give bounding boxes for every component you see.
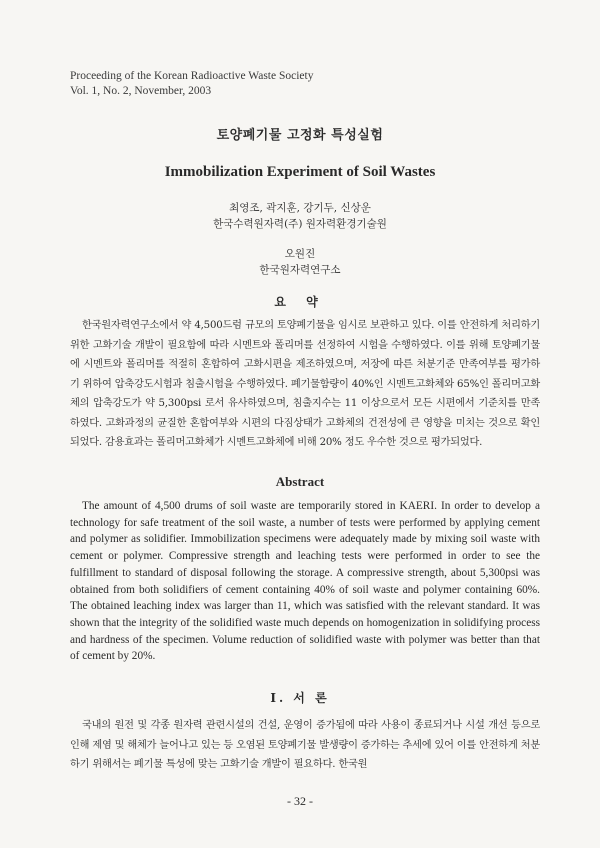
author-block-1 [0, 200, 600, 232]
journal-volume: Vol. 1, No. 2, November, 2003 [70, 85, 212, 97]
introduction-heading: Ⅰ. 서 론 [270, 691, 330, 705]
introduction-text: 국내의 원전 및 각종 원자력 관련시설의 건설, 운영이 증가됨에 따라 사용이 종료되거나 시설 개선 등으로 인해 제염 및 해체가 늘어나고 있는 등 오염된 토양폐기물 발생량이 증가하는 추세에 있어 이를 안전하게 처분하기 위해서는 폐기물 특성에 맞는 고화기술 개발이 필요하다. 한국원 [70, 720, 540, 770]
author-names-2: 오원진 [284, 248, 316, 260]
page-number: - 32 - [287, 794, 313, 808]
journal-header [70, 69, 313, 99]
english-abstract-heading: Abstract [275, 474, 325, 489]
title-english: Immobilization Experiment of Soil Wastes [164, 164, 436, 180]
title-korean: 토양폐기물 고정화 특성실험 [216, 128, 384, 143]
journal-name: Proceeding of the Korean Radioactive Waste Society [70, 70, 314, 82]
korean-abstract-heading: 요 약 [274, 295, 326, 309]
english-abstract-text: The amount of 4,500 drums of soil waste are temporarily stored in KAERI. In order to develop a technology for safe treatment of the soil waste, a number of tests were performed by applying cement and polymer as solidifier. Immobilization specimens were adequately made by mixing soil waste with cement or polymer. Compressive strength and leaching tests were performed in order to see the fulfillment to standard of disposal following the storage. A compressive strength, about 5,300psi was obtained from both solidifiers of cement containing 40% of soil waste and polymer containing 60%. The obtained leaching index was larger than 11, which was satisfied with the relevant standard. It was shown that the integrity of the solidified waste much depends on homogenization in solidifying process and hardness of the specimen. Volume reduction of solidified waste with polymer was better than that of cement by 20%. [70, 500, 540, 663]
author-names-1: 최영조, 곽지훈, 강기두, 신상운 [229, 202, 371, 214]
author-affiliation-1: 한국수력원자력(주) 원자력환경기술원 [213, 218, 387, 230]
author-block-2 [0, 246, 600, 278]
korean-abstract-text: 한국원자력연구소에서 약 4,500드럼 규모의 토양폐기물을 임시로 보관하고 있다. 이를 안전하게 처리하기 위한 고화기술 개발이 필요함에 따라 시멘트와 폴리머를 선정하여 시험을 수행하였다. 이를 위해 토양폐기물에 시멘트와 폴리머를 적절히 혼합하여 고화시편을 제조하였으며, 저장에 따른 처분기준 만족여부를 평가하기 위하여 압축강도시험과 침출시험을 수행하였다. 폐기물함량이 40%인 시멘트고화체와 65%인 폴리머고화체의 압축강도가 약 5,300psi 로서 유사하였으며, 침출지수는 11 이상으로서 모든 시편에서 기준치를 만족하였다. 고화과정의 균질한 혼합여부와 시편의 다짐상태가 고화체의 건전성에 큰 영향을 미치는 것으로 확인되었다. 감용효과는 폴리머고화체가 시멘트고화체에 비해 20% 정도 우수한 것으로 평가되었다. [70, 320, 540, 448]
author-affiliation-2: 한국원자력연구소 [259, 264, 341, 276]
